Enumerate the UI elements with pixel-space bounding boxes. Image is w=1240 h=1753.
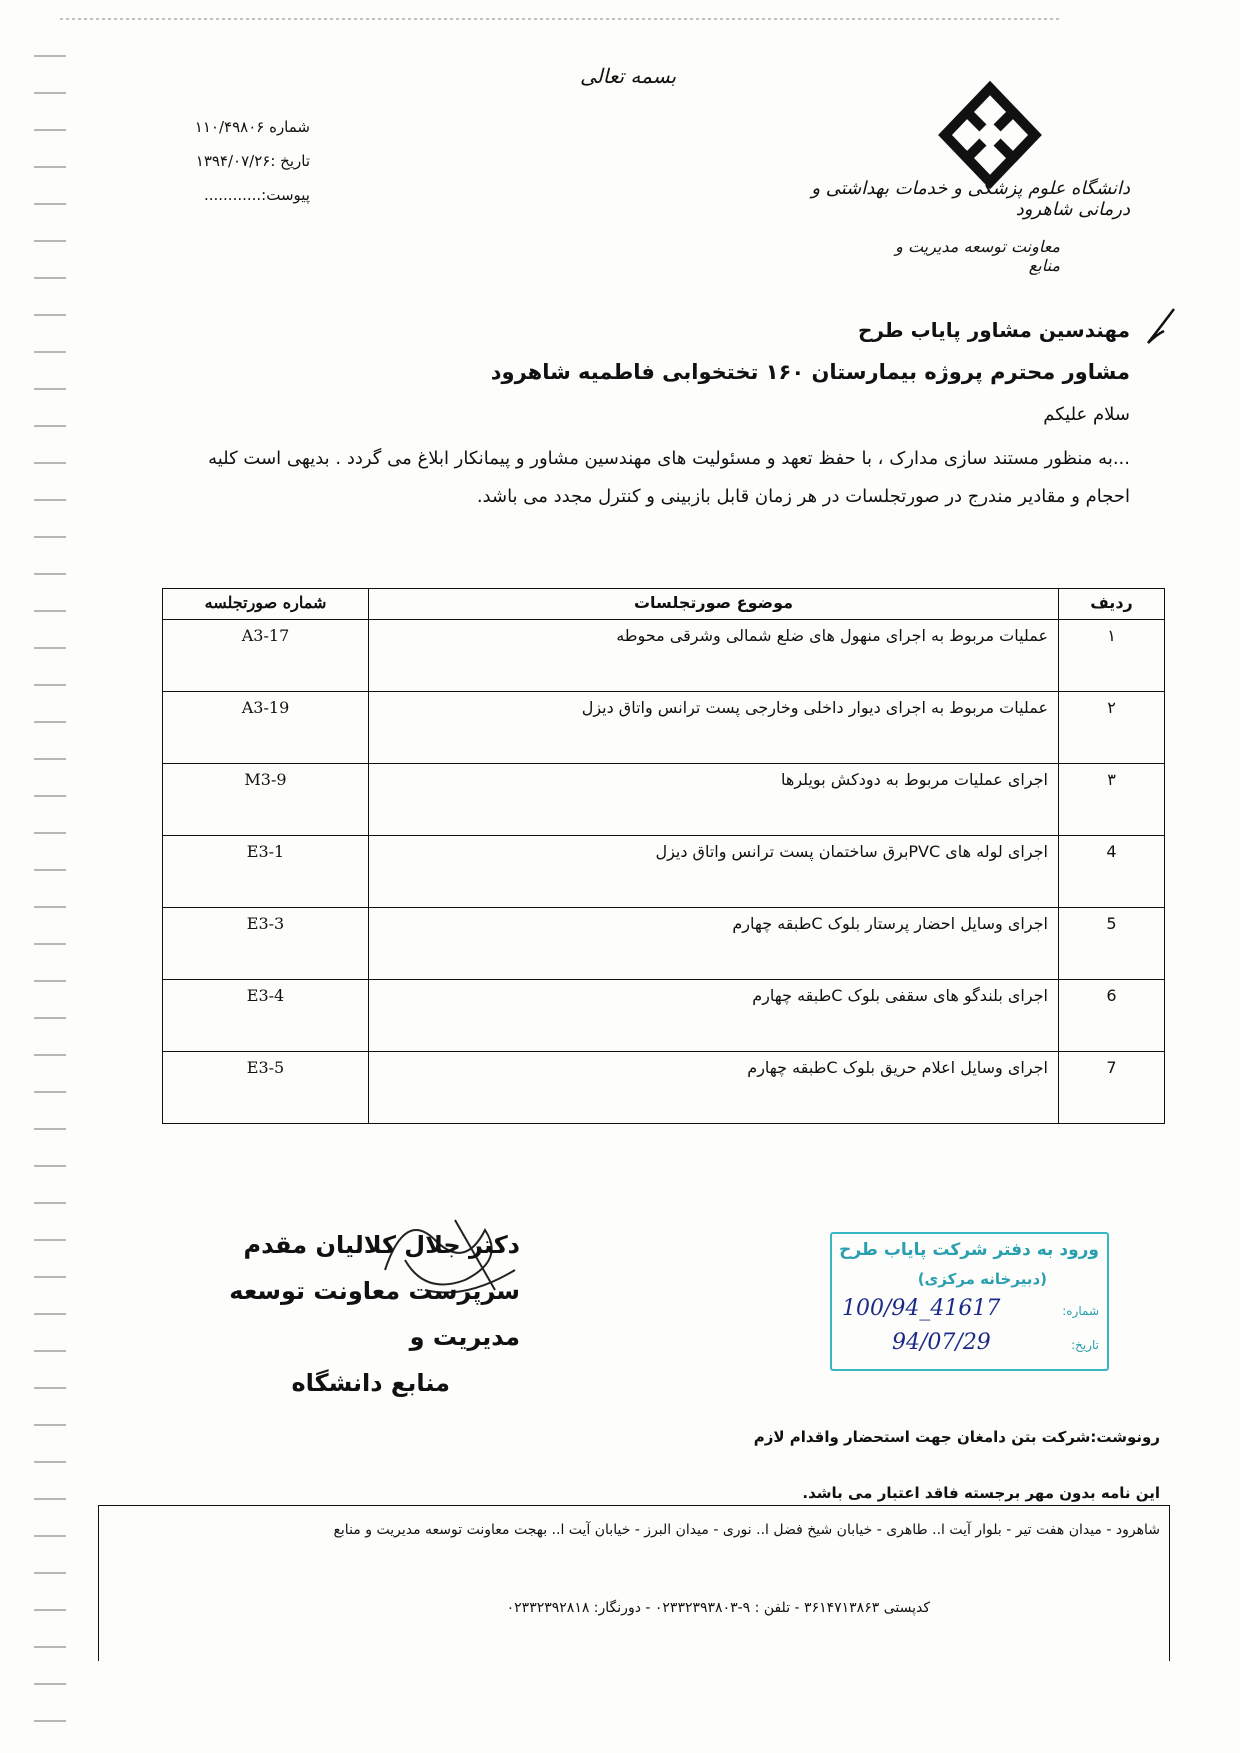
letter-subject: مشاور محترم پروژه بیمارستان ۱۶۰ تختخوابی فاطمیه شاهرود (490, 360, 1130, 384)
row-subject: عملیات مربوط به اجرای منهول های ضلع شمالی وشرقی محوطه (369, 620, 1059, 692)
row-number: 6 (1059, 980, 1165, 1052)
stamp-number-label: شماره: (1062, 1304, 1099, 1318)
vice-chancellery: معاونت توسعه مدیریت و منابع (895, 237, 1060, 275)
letter-attachment: پیوست:............ (203, 186, 310, 204)
signer-title: سرپرست معاونت توسعه مدیریت و (229, 1277, 520, 1351)
row-number: ۳ (1059, 764, 1165, 836)
footer-address: شاهرود - میدان هفت تیر - بلوار آیت ا.. طاهری - خیابان شیخ فضل ا.. نوری - میدان البرز - خیابان آیت ا.. بهجت معاونت توسعه مدیریت و منابع (333, 1522, 1160, 1538)
stamp-date-label: تاریخ: (1071, 1338, 1099, 1352)
greeting: سلام علیکم (1043, 404, 1130, 425)
basmala: بسمه تعالی (580, 64, 677, 88)
row-minutes-number: A3-19 (163, 692, 369, 764)
signature-block (200, 1222, 520, 1406)
minutes-table (162, 588, 1165, 1124)
letter-date: تاریخ :۱۳۹۴/۰۷/۲۶ (195, 152, 310, 170)
row-minutes-number: E3-3 (163, 908, 369, 980)
footer-contact: کدپستی ۳۶۱۴۷۱۳۸۶۳ - تلفن : ۹-۰۲۳۳۲۳۹۳۸۰۳ - دورنگار: ۰۲۳۳۲۳۹۲۸۱۸ (506, 1600, 930, 1616)
row-subject: اجرای وسایل احضار پرستار بلوک Cطبقه چهارم (369, 908, 1059, 980)
validity-note: این نامه بدون مهر برجسته فاقد اعتبار می باشد. (802, 1484, 1160, 1502)
row-minutes-number: E3-4 (163, 980, 369, 1052)
header-row-number: ردیف (1059, 589, 1165, 620)
stamp-number-value: 100/94_41617 (842, 1296, 1001, 1321)
row-subject: اجرای وسایل اعلام حریق بلوک Cطبقه چهارم (369, 1052, 1059, 1124)
row-minutes-number: E3-5 (163, 1052, 369, 1124)
letter-body: ...به منظور مستند سازی مدارک ، با حفظ تعهد و مسئولیت های مهندسین مشاور و پیمانکار ابلاغ می گردد . بدیهی است کلیه احجام و مقادیر مندرج در صورتجلسات در هر زمان قابل بازبینی و کنترل مجدد می باشد. (208, 448, 1130, 507)
check-mark-icon (1140, 305, 1180, 355)
row-number: ۲ (1059, 692, 1165, 764)
row-number: ۱ (1059, 620, 1165, 692)
signer-title-cont: منابع دانشگاه (291, 1369, 450, 1397)
row-subject: اجرای عملیات مربوط به دودکش بویلرها (369, 764, 1059, 836)
university-logo (935, 80, 1045, 190)
table-header-row (163, 589, 1165, 620)
row-number: 4 (1059, 836, 1165, 908)
stamp-subtitle: (دبیرخانه مرکزی) (917, 1270, 1047, 1288)
table-row (163, 1052, 1165, 1124)
carbon-copy: رونوشت:شرکت بتن دامغان جهت استحضار واقدام لازم (753, 1428, 1160, 1446)
header-minutes-number: شماره صورتجلسه (163, 589, 369, 620)
row-subject: اجرای بلندگو های سقفی بلوک Cطبقه چهارم (369, 980, 1059, 1052)
table-row (163, 692, 1165, 764)
stamp-title: ورود به دفتر شرکت پایاب طرح (839, 1240, 1099, 1260)
row-minutes-number: A3-17 (163, 620, 369, 692)
row-subject: عملیات مربوط به اجرای دیوار داخلی وخارجی پست ترانس واتاق دیزل (369, 692, 1059, 764)
row-number: 7 (1059, 1052, 1165, 1124)
stamp-date-value: 94/07/29 (892, 1330, 991, 1355)
recipient: مهندسین مشاور پایاب طرح (857, 318, 1130, 342)
table-row (163, 620, 1165, 692)
signer-name: دکتر جلال کلالیان مقدم (243, 1231, 520, 1259)
header-subject: موضوع صورتجلسات (369, 589, 1059, 620)
university-name: دانشگاه علوم پزشکی و خدمات بهداشتی و درمانی شاهرود (811, 178, 1130, 220)
table-row (163, 836, 1165, 908)
table-row (163, 908, 1165, 980)
table-row (163, 764, 1165, 836)
row-minutes-number: E3-1 (163, 836, 369, 908)
row-subject: اجرای لوله های PVCبرق ساختمان پست ترانس واتاق دیزل (369, 836, 1059, 908)
letter-number: شماره ۱۱۰/۴۹۸۰۶ (194, 118, 310, 136)
table-row (163, 980, 1165, 1052)
received-stamp (830, 1232, 1109, 1371)
scan-edge-line (60, 18, 1060, 20)
row-minutes-number: M3-9 (163, 764, 369, 836)
margin-marks (34, 20, 66, 1730)
row-number: 5 (1059, 908, 1165, 980)
